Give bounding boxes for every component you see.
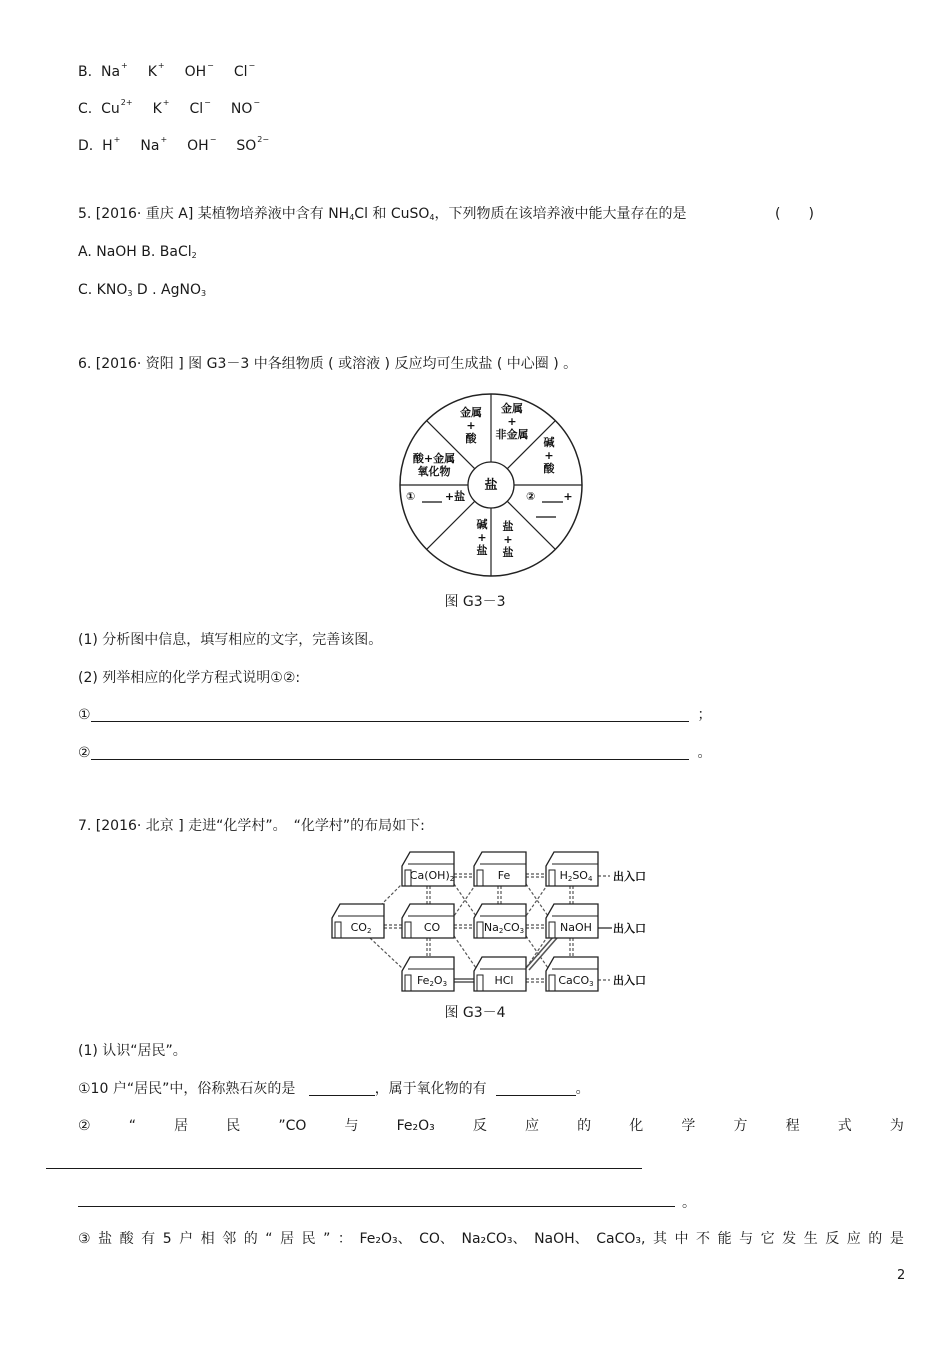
word: 式: [837, 1118, 852, 1134]
house-co: CO: [423, 921, 441, 934]
word: 盐: [98, 1231, 113, 1247]
word: 的: [868, 1231, 883, 1247]
answer-blank[interactable]: [78, 1206, 675, 1207]
word: ”CO: [278, 1118, 307, 1134]
q4-option-b: B. Na+ K+ OH− Cl−: [78, 61, 256, 80]
house-co2: CO2: [350, 921, 372, 935]
q4-option-d: D. H+ Na+ OH− $SO^{2-}$: [78, 135, 270, 154]
chemistry-village-map: [330, 848, 660, 993]
q7-sub1-c: [78, 1229, 904, 1249]
word: 民: [226, 1118, 241, 1134]
word: 中: [674, 1231, 689, 1247]
word: 是: [889, 1231, 904, 1247]
salt-wheel-diagram: [398, 392, 584, 578]
figure-caption-g3-4: 图 G3－4: [444, 1005, 506, 1021]
answer-blank[interactable]: [496, 1081, 576, 1096]
wheel-center-label: 盐: [484, 478, 498, 493]
svg-text:金属: 金属: [501, 402, 523, 415]
q7-sub1-a: ①10 户“居民”中，俗称熟石灰的是 ，属于氧化物的有 。: [78, 1081, 590, 1097]
word: 发: [782, 1231, 797, 1247]
house-h2so4: H2SO4: [559, 869, 593, 883]
q7-sub1: (1) 认识“居民”。: [78, 1043, 187, 1059]
exit-label-bottom: 出入口: [613, 974, 646, 987]
svg-text:盐: 盐: [502, 520, 514, 533]
q6-answer-line-2: ② 。: [78, 745, 712, 761]
q6-sub1: (1) 分析图中信息，填写相应的文字，完善该图。: [78, 632, 383, 648]
word: CaCO₃,: [596, 1231, 646, 1247]
word: “: [265, 1231, 273, 1247]
word: 反: [825, 1231, 840, 1247]
svg-text:酸+金属: 酸+金属: [412, 452, 456, 465]
house-naoh: NaOH: [560, 921, 592, 934]
svg-text:+: +: [477, 531, 487, 544]
word: CO、: [419, 1231, 454, 1247]
q6-answer-line-1: ① ；: [78, 707, 712, 723]
word: 的: [243, 1231, 258, 1247]
svg-text:酸: 酸: [543, 462, 555, 475]
word: Na₂CO₃、: [461, 1231, 527, 1247]
svg-text:+: +: [466, 419, 476, 432]
word: 它: [760, 1231, 775, 1247]
word: ：: [337, 1231, 352, 1247]
word: 与: [344, 1118, 359, 1134]
house-hcl: HCl: [494, 974, 514, 987]
word: 有: [141, 1231, 156, 1247]
answer-blank[interactable]: [309, 1081, 375, 1096]
svg-text:+盐: +盐: [444, 490, 466, 503]
q5-options-cd: C. $KNO_3$ D . AgNO$_3$: [78, 282, 207, 298]
word: 相: [200, 1231, 215, 1247]
answer-blank[interactable]: [46, 1168, 642, 1169]
q5-answer-paren: ( ): [775, 206, 814, 222]
svg-text:金属: 金属: [460, 406, 482, 419]
figure-caption-g3-3: 图 G3－3: [444, 594, 506, 610]
word: 酸: [119, 1231, 134, 1247]
q5-options-ab: A. NaOH B. BaCl$_2$: [78, 244, 197, 260]
word: 为: [889, 1118, 904, 1134]
q7-stem: 7. [2016· 北京 ] 走进“化学村”。 “化学村”的布局如下:: [78, 818, 425, 834]
word: 化: [629, 1118, 644, 1134]
word: 应: [525, 1118, 540, 1134]
word: 民: [301, 1231, 316, 1247]
svg-text:①: ①: [406, 490, 416, 503]
page-number: 2: [897, 1268, 906, 1283]
answer-blank[interactable]: [91, 707, 689, 722]
word: 户: [179, 1231, 194, 1247]
q7-sub1-b: [78, 1116, 904, 1136]
svg-text:+: +: [544, 449, 554, 462]
word: ③: [78, 1231, 91, 1247]
word: 居: [280, 1231, 295, 1247]
house-caco3: CaCO3: [558, 974, 594, 988]
q5-stem: 5. [2016· 重庆 A] 某植物培养液中含有 $NH_4Cl$ 和 CuSO$_4$，下列物质在该培养液中能大量存在的是: [78, 206, 687, 222]
word: 应: [846, 1231, 861, 1247]
svg-text:②: ②: [526, 490, 536, 503]
word: NaOH、: [534, 1231, 589, 1247]
svg-text:氧化物: 氧化物: [417, 465, 451, 478]
word: 与: [739, 1231, 754, 1247]
word: ”: [323, 1231, 331, 1247]
svg-text:盐: 盐: [476, 544, 488, 557]
word: 学: [681, 1118, 696, 1134]
word: Fe₂O₃、: [359, 1231, 412, 1247]
exit-label-top: 出入口: [613, 870, 646, 883]
word: 居: [174, 1118, 189, 1134]
q6-sub2: (2) 列举相应的化学方程式说明①②:: [78, 670, 301, 686]
svg-text:非金属: 非金属: [495, 428, 529, 441]
house-caoh2: Ca(OH)2: [409, 869, 455, 883]
word: 生: [803, 1231, 818, 1247]
q7-sub1-b-end: 。: [682, 1195, 696, 1211]
word: 不: [696, 1231, 711, 1247]
answer-blank[interactable]: [91, 745, 689, 760]
word: 方: [733, 1118, 748, 1134]
svg-text:碱: 碱: [476, 518, 488, 531]
word: 邻: [222, 1231, 237, 1247]
word: 能: [717, 1231, 732, 1247]
word: 5: [162, 1231, 172, 1247]
svg-text:+: +: [563, 490, 573, 503]
svg-text:酸: 酸: [465, 432, 477, 445]
svg-text:+: +: [503, 533, 513, 546]
word: 程: [785, 1118, 800, 1134]
exit-label-middle: 出入口: [613, 922, 646, 935]
svg-text:+: +: [507, 415, 517, 428]
word: ②: [78, 1118, 91, 1134]
word: 其: [652, 1231, 667, 1247]
word: 的: [577, 1118, 592, 1134]
house-fe: Fe: [497, 869, 511, 882]
word: Fe₂O₃: [396, 1118, 435, 1134]
house-fe2o3: Fe2O3: [416, 974, 448, 988]
q6-stem: 6. [2016· 资阳 ] 图 G3－3 中各组物质 ( 或溶液 ) 反应均可生成盐 ( 中心圈 ) 。: [78, 356, 578, 372]
q4-option-c: C. $Cu^{2+}$ K+ Cl− NO−: [78, 98, 261, 117]
word: 反: [472, 1118, 487, 1134]
word: “: [128, 1118, 136, 1134]
house-na2co3: Na2CO3: [483, 921, 525, 935]
svg-text:碱: 碱: [543, 436, 555, 449]
svg-text:盐: 盐: [502, 546, 514, 559]
